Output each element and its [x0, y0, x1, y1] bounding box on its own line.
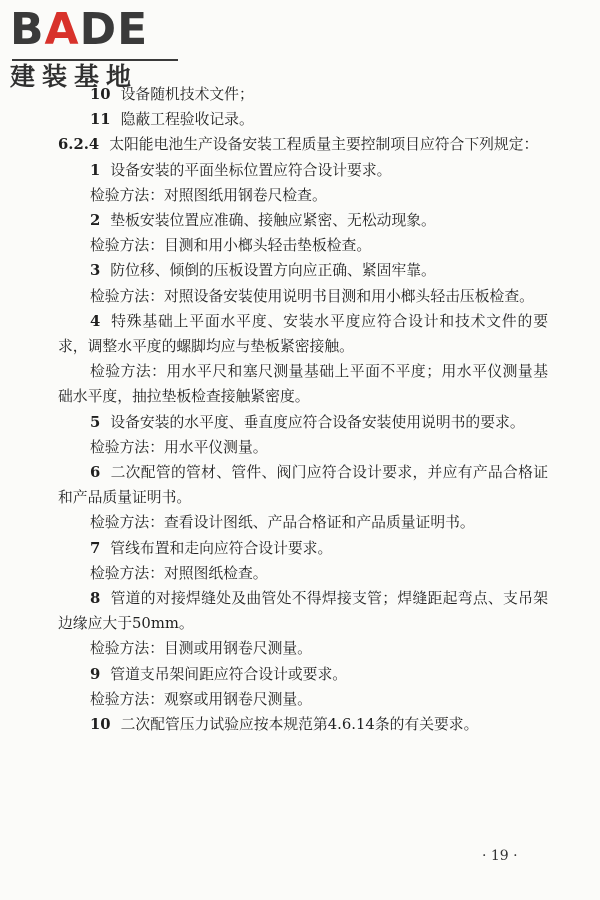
document-body	[58, 82, 548, 737]
clause	[58, 309, 548, 359]
page-number: · 19 ·	[482, 848, 518, 864]
clause-number: 2	[90, 212, 101, 230]
clause	[58, 258, 548, 283]
clause	[58, 712, 548, 737]
clause-number: 4	[90, 312, 101, 330]
clause	[58, 410, 548, 435]
section-number: 6.2.4	[58, 136, 100, 154]
clause-text: 管线布置和走向应符合设计要求。	[110, 539, 333, 557]
clause-text: 管道支吊架间距应符合设计或要求。	[110, 665, 348, 683]
logo-letter-b: B	[10, 4, 45, 55]
clause-method: 检验方法：用水平仪测量。	[90, 438, 268, 456]
logo-divider	[12, 59, 178, 61]
logo-wordmark	[10, 4, 148, 56]
clause-number: 8	[90, 590, 101, 608]
section-heading	[58, 132, 548, 157]
item-text: 隐蔽工程验收记录。	[120, 111, 254, 129]
clause-number: 5	[90, 413, 101, 431]
clause-number: 1	[90, 161, 101, 179]
clause-method: 检验方法：目测和用小榔头轻击垫板检查。	[90, 237, 372, 255]
clause-method: 检验方法：用水平尺和塞尺测量基础上平面不平度；用水平仪测量基础水平度，抽拉垫板检查接触紧密度。	[58, 363, 548, 406]
clause-number: 3	[90, 262, 101, 280]
clause-method: 检验方法：目测或用钢卷尺测量。	[90, 640, 312, 658]
list-item	[58, 82, 548, 107]
clause-text: 二次配管压力试验应按本规范第4.6.14条的有关要求。	[120, 716, 479, 734]
clause-method: 检验方法：对照图纸检查。	[90, 564, 268, 582]
section-text: 太阳能电池生产设备安装工程质量主要控制项目应符合下列规定：	[109, 136, 539, 154]
bade-logo	[10, 4, 180, 90]
clause-text: 防位移、倾倒的压板设置方向应正确、紧固牢靠。	[110, 262, 436, 280]
clause-method: 检验方法：对照设备安装使用说明书目测和用小榔头轻击压板检查。	[90, 287, 534, 305]
clause	[58, 662, 548, 687]
clause-number: 10	[90, 716, 111, 734]
logo-chinese-text: 建装基地	[10, 62, 139, 91]
clause-method: 检验方法：查看设计图纸、产品合格证和产品质量证明书。	[90, 514, 475, 532]
clause-number: 9	[90, 665, 101, 683]
clause-text: 设备安装的平面坐标位置应符合设计要求。	[110, 161, 392, 179]
clause-number: 6	[90, 464, 101, 482]
clause-text: 管道的对接焊缝处及曲管处不得焊接支管；焊缝距起弯点、支吊架边缘应大于50mm。	[58, 590, 548, 633]
list-item	[58, 107, 548, 132]
clause-number: 7	[90, 539, 101, 557]
clause-method: 检验方法：对照图纸用钢卷尺检查。	[90, 186, 327, 204]
clause	[58, 460, 548, 510]
item-number: 11	[90, 111, 111, 129]
clause	[58, 536, 548, 561]
item-text: 设备随机技术文件；	[120, 86, 254, 103]
logo-letters-de: DE	[79, 4, 149, 55]
clause	[58, 158, 548, 183]
clause-text: 特殊基础上平面水平度、安装水平度应符合设计和技术文件的要求，调整水平度的螺脚均应与垫板紧密接触。	[58, 312, 548, 356]
item-number: 10	[90, 86, 111, 103]
clause	[58, 208, 548, 233]
clause	[58, 586, 548, 636]
logo-letter-a: A	[44, 4, 80, 55]
clause-text: 垫板安装位置应准确、接触应紧密、无松动现象。	[110, 212, 436, 230]
clause-text: 二次配管的管材、管件、阀门应符合设计要求，并应有产品合格证和产品质量证明书。	[58, 464, 548, 507]
clause-method: 检验方法：观察或用钢卷尺测量。	[90, 690, 312, 708]
clause-text: 设备安装的水平度、垂直度应符合设备安装使用说明书的要求。	[110, 413, 525, 431]
